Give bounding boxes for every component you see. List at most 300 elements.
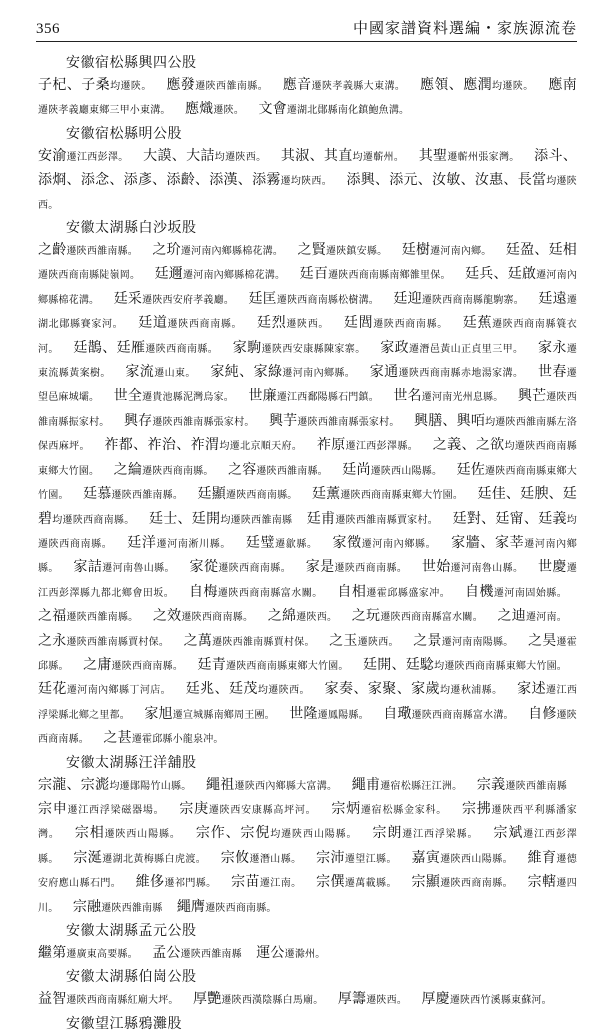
migration-entry xyxy=(344,316,448,331)
person-name: 廷樹 xyxy=(401,242,431,259)
person-name: 宗苗 xyxy=(231,874,260,891)
migration-note: 均遷陝西雒南縣 xyxy=(220,514,293,526)
section-body xyxy=(36,774,577,920)
migration-entry xyxy=(184,634,315,649)
migration-note: 遷河南魯山縣。 xyxy=(102,563,175,575)
migration-entry xyxy=(198,487,298,502)
migration-note: 遷江西浮梁磁器場。 xyxy=(67,804,165,816)
migration-note: 遷潛山縣。 xyxy=(249,853,302,865)
migration-note: 遷河南內鄉縣。 xyxy=(361,538,437,550)
migration-entry xyxy=(38,802,164,817)
person-name: 世全 xyxy=(113,388,143,405)
person-name: 之容 xyxy=(227,461,257,478)
person-name: 其聖 xyxy=(418,147,448,164)
page-number: 356 xyxy=(36,21,60,37)
migration-note: 遷河南光州息縣。 xyxy=(421,392,504,404)
migration-note: 遷陝西商南縣東鄉大竹園。 xyxy=(225,660,349,672)
migration-entry xyxy=(210,365,355,380)
person-name: 家旭 xyxy=(144,705,173,722)
person-name: 繩甫 xyxy=(351,776,381,793)
migration-note: 均遷陝西。 xyxy=(257,685,310,697)
person-name: 廷洋 xyxy=(127,534,157,551)
person-name: 家通 xyxy=(369,364,399,381)
section-title: 安徽宿松縣興四公股 xyxy=(66,55,197,71)
migration-entry xyxy=(38,682,171,697)
person-name: 之甚 xyxy=(103,730,132,747)
lineage-section xyxy=(36,123,577,217)
person-name: 應領、應潤 xyxy=(419,77,493,93)
migration-note: 遷陝西。 xyxy=(357,636,399,648)
migration-entry xyxy=(38,609,138,624)
person-name: 廷迎 xyxy=(393,290,422,307)
migration-note: 遷河南魯山縣。 xyxy=(450,563,524,575)
person-name: 自機 xyxy=(464,583,494,600)
migration-note: 遷陝西商南縣。 xyxy=(225,490,298,502)
person-name: 維育 xyxy=(527,849,557,866)
migration-entry xyxy=(206,778,337,793)
migration-entry xyxy=(422,560,524,575)
migration-note: 遷河南內鄉縣棉花溝。 xyxy=(38,270,578,306)
person-name: 宗申 xyxy=(38,800,68,817)
migration-note: 遷陝西雒南縣。 xyxy=(256,465,328,477)
migration-entry xyxy=(73,341,218,356)
migration-note: 遷陝西商南縣。 xyxy=(167,319,243,331)
migration-entry xyxy=(38,149,129,164)
person-name: 廷尚 xyxy=(342,461,371,478)
person-name: 廷對、廷甯、廷義 xyxy=(452,510,567,527)
person-name: 應音 xyxy=(282,77,312,93)
person-name: 繼第 xyxy=(38,945,67,961)
migration-note: 遷歙縣。 xyxy=(275,538,318,550)
migration-entry xyxy=(256,946,325,961)
person-name: 之效 xyxy=(152,608,182,625)
migration-note: 遷陝西安康縣陳家寨。 xyxy=(261,343,366,355)
section-title: 安徽宿松縣明公股 xyxy=(66,125,182,142)
person-name: 宗涎 xyxy=(73,849,103,866)
migration-note: 遷江西彭澤。 xyxy=(66,151,129,163)
migration-note: 均遷蘄州。 xyxy=(352,151,405,163)
migration-entry xyxy=(193,992,323,1007)
person-name: 之景 xyxy=(413,632,442,649)
person-name: 運公 xyxy=(256,945,285,961)
migration-note: 遷陝西山陽縣。 xyxy=(440,853,513,865)
migration-note: 均遷鄖陽竹山縣。 xyxy=(109,780,192,792)
section-title: 安徽太湖縣伯崗公股 xyxy=(66,969,197,986)
migration-note: 遷陝西商南縣陡嶺岡。 xyxy=(38,270,141,282)
migration-note: 遷河南。 xyxy=(525,612,567,624)
migration-entry xyxy=(155,267,286,282)
migration-entry xyxy=(300,267,451,282)
person-name: 維侈 xyxy=(135,874,165,891)
section-body xyxy=(36,239,577,752)
migration-entry xyxy=(413,634,513,649)
migration-note: 遷湖北鄖縣南化鎮鮑魚溝。 xyxy=(286,105,410,117)
migration-note: 遷陝西安府孝義廳。 xyxy=(142,294,235,306)
migration-note: 遷陝。 xyxy=(213,105,245,117)
migration-note: 遷陝西雒南縣張家村。 xyxy=(152,416,255,428)
migration-note: 遷鳳陽縣。 xyxy=(317,709,369,721)
migration-note: 遷江西浮梁縣北鄉之里都。 xyxy=(38,685,578,721)
person-name: 之萬 xyxy=(183,632,213,649)
migration-entry xyxy=(73,560,175,575)
migration-note: 遷陝西漢陰縣白馬廟。 xyxy=(221,995,324,1007)
migration-entry xyxy=(393,389,503,404)
migration-note: 遷陝西平利縣潘家灣。 xyxy=(38,804,577,841)
migration-note: 遷陝西內鄉縣大富溝。 xyxy=(234,780,338,792)
person-name: 廷道 xyxy=(138,315,168,332)
migration-note: 遷陝鎮安縣。 xyxy=(325,246,388,258)
person-name: 廷顯 xyxy=(197,486,226,503)
migration-note: 遷陝西商南縣。 xyxy=(145,343,219,355)
migration-note: 遷霍邱縣盛家冲。 xyxy=(366,587,451,599)
migration-entry xyxy=(283,78,406,93)
migration-entry xyxy=(268,609,338,624)
page-content xyxy=(36,52,578,1032)
migration-entry xyxy=(316,875,397,890)
migration-entry xyxy=(298,243,388,258)
migration-entry xyxy=(104,438,302,453)
person-name: 興膳、興咟 xyxy=(414,412,486,429)
person-name: 廷慕 xyxy=(83,486,112,503)
migration-note: 遷霍邱縣。 xyxy=(38,636,577,672)
person-name: 之玩 xyxy=(351,608,381,625)
migration-entry xyxy=(186,682,310,697)
person-name: 廷烈 xyxy=(257,315,287,332)
migration-note: 遷陝西雒南縣。 xyxy=(111,490,184,502)
person-name: 之永 xyxy=(38,632,67,649)
migration-note: 遷陝西雒南縣賈家村。 xyxy=(335,514,439,526)
migration-note: 遷宣城縣南鄉周王團。 xyxy=(172,709,275,721)
migration-note: 遷陝西商南縣紅廟大坪。 xyxy=(66,995,179,1007)
person-name: 宗顯 xyxy=(411,874,441,891)
person-name: 孟公 xyxy=(152,945,181,961)
migration-entry xyxy=(75,826,181,841)
migration-note: 遷陝西山陽縣。 xyxy=(104,829,181,841)
migration-entry xyxy=(306,560,408,575)
section-title: 安徽太湖縣汪洋舖股 xyxy=(66,754,197,771)
migration-note: 遷江西鄱陽縣石門鎮。 xyxy=(276,392,379,404)
migration-note: 遷蘄州張家灣。 xyxy=(447,151,520,163)
migration-entry xyxy=(114,292,234,307)
migration-note: 均遷陝西。 xyxy=(214,151,267,163)
migration-entry xyxy=(411,875,513,890)
migration-entry xyxy=(370,365,524,380)
person-name: 之昊 xyxy=(528,632,557,649)
migration-entry xyxy=(38,946,138,961)
running-title: 中國家譜資料選編・家族源流卷 xyxy=(352,19,577,37)
migration-entry xyxy=(289,707,369,722)
person-name: 自璥 xyxy=(383,705,412,722)
migration-entry xyxy=(258,102,409,117)
person-name: 宗攸 xyxy=(220,849,250,866)
migration-entry xyxy=(333,536,437,551)
person-name: 世春 xyxy=(537,364,567,381)
migration-entry xyxy=(281,149,404,164)
person-name: 家詰 xyxy=(73,559,103,576)
lineage-section xyxy=(36,752,577,920)
migration-note: 遷陝西。 xyxy=(286,319,330,331)
migration-note: 遷祁門縣。 xyxy=(164,878,217,890)
person-name: 之齡 xyxy=(38,242,67,259)
migration-note: 遷陝西雒南縣。 xyxy=(66,246,138,258)
migration-entry xyxy=(228,463,328,478)
migration-entry xyxy=(380,341,523,356)
person-name: 應發 xyxy=(166,77,196,93)
person-name: 應南 xyxy=(548,77,577,93)
migration-entry xyxy=(83,658,183,673)
migration-entry xyxy=(246,536,318,551)
migration-entry xyxy=(352,778,463,793)
migration-note: 遷河南內鄉縣。 xyxy=(38,538,577,575)
person-name: 之賢 xyxy=(297,242,326,259)
section-title: 安徽望江縣鴉灘股 xyxy=(66,1015,182,1032)
migration-entry xyxy=(325,682,503,697)
migration-entry xyxy=(144,707,275,722)
migration-note: 均遷北京順天府。 xyxy=(219,441,303,453)
migration-entry xyxy=(465,585,567,600)
person-name: 廷兆、廷茂 xyxy=(185,681,258,698)
migration-note: 遷河南南陽縣。 xyxy=(441,636,514,648)
migration-note: 遷東流縣黃案樹。 xyxy=(38,343,578,380)
migration-note: 遷陝西商南縣富水關。 xyxy=(380,612,483,624)
migration-entry xyxy=(312,487,463,502)
migration-entry xyxy=(363,658,567,673)
migration-entry xyxy=(152,946,242,961)
migration-note: 遷陝西商南縣東鄉大竹園。 xyxy=(38,465,577,502)
person-name: 世名 xyxy=(393,388,422,405)
migration-entry xyxy=(411,851,513,866)
migration-entry xyxy=(393,292,524,307)
migration-note: 均遷陝西。 xyxy=(38,176,577,211)
migration-note: 遷陝西商南縣。 xyxy=(205,902,277,914)
migration-entry xyxy=(125,365,195,380)
migration-entry xyxy=(329,634,399,649)
section-title: 安徽太湖縣孟元公股 xyxy=(66,923,197,939)
person-name: 廷兵、廷啟 xyxy=(465,266,537,283)
person-name: 之福 xyxy=(38,608,67,625)
migration-note: 均遷陝西商南縣東鄉大竹園。 xyxy=(38,441,577,477)
person-name: 興芒 xyxy=(517,388,547,405)
migration-note: 均遷陝。 xyxy=(492,81,534,92)
migration-entry xyxy=(179,802,316,817)
migration-note: 遷陝孝義廳東鄉三甲小東溝。 xyxy=(38,105,171,117)
lineage-section xyxy=(36,217,577,752)
migration-note: 均遷陝西商南縣東鄉大竹園。 xyxy=(434,660,568,672)
migration-note: 遷均陝西。 xyxy=(280,176,332,188)
migration-entry xyxy=(372,826,478,841)
person-name: 家政 xyxy=(380,339,410,356)
migration-note: 遷德安府應山縣石門。 xyxy=(38,853,577,890)
migration-entry xyxy=(331,802,447,817)
person-name: 之迪 xyxy=(497,608,526,625)
migration-note: 遷萬載縣。 xyxy=(344,878,397,890)
migration-entry xyxy=(73,900,163,915)
person-name: 家是 xyxy=(305,559,335,576)
person-name: 之玠 xyxy=(152,242,181,259)
migration-note: 遷陝西雒南縣 xyxy=(101,902,163,914)
person-name: 宗義 xyxy=(476,776,506,793)
person-name: 厚艷 xyxy=(193,991,222,1008)
person-name: 嘉寅 xyxy=(411,849,441,866)
person-name: 廷佐 xyxy=(456,461,486,478)
person-name: 家奏、家聚、家歲 xyxy=(324,681,440,698)
migration-note: 遷陝西商南縣簑衣河。 xyxy=(38,319,577,355)
migration-entry xyxy=(138,316,242,331)
migration-entry xyxy=(152,243,283,258)
migration-note: 遷廣東高要縣。 xyxy=(66,949,138,960)
migration-entry xyxy=(383,707,514,722)
section-body xyxy=(36,942,577,966)
person-name: 自修 xyxy=(528,705,557,722)
migration-entry xyxy=(114,389,234,404)
person-name: 廷遠 xyxy=(538,290,567,307)
migration-note: 遷河南淅川縣。 xyxy=(156,538,232,550)
migration-note: 遷陝西商南縣東鄉大竹園。 xyxy=(340,490,464,502)
person-name: 自相 xyxy=(337,583,367,600)
person-name: 家述 xyxy=(517,681,547,698)
migration-note: 遷陝西商南縣。 xyxy=(142,465,214,477)
migration-note: 遷陝西商南縣富水關。 xyxy=(217,587,323,599)
person-name: 其淑、其直 xyxy=(280,147,353,164)
migration-note: 遷陝西。 xyxy=(366,995,408,1007)
person-name: 宗轄 xyxy=(527,874,557,891)
migration-note: 遷陝西竹溪縣東蘇河。 xyxy=(449,995,552,1007)
person-name: 廷青 xyxy=(197,656,226,673)
migration-note: 均遷秋浦縣。 xyxy=(439,685,503,697)
migration-entry xyxy=(38,78,152,93)
migration-note: 遷河南內鄉縣丁河店。 xyxy=(66,685,172,697)
person-name: 廷蕉 xyxy=(462,315,493,332)
migration-note: 均遷陝西商南縣。 xyxy=(52,514,135,526)
migration-entry xyxy=(233,341,366,356)
migration-note: 遷江西彭澤縣。 xyxy=(38,829,577,865)
person-name: 子杞、子桑 xyxy=(38,77,111,93)
migration-note: 遷陝西商南縣。 xyxy=(373,319,448,331)
migration-entry xyxy=(124,414,255,429)
migration-note: 遷陝西商南縣富水溝。 xyxy=(411,709,514,721)
migration-note: 遷河南內鄉縣棉花溝。 xyxy=(180,246,284,258)
migration-entry xyxy=(421,992,551,1007)
person-name: 添興、添元、汝敏、汝惠、長當 xyxy=(346,172,547,189)
person-name: 宗僎 xyxy=(316,874,345,891)
person-name: 安渝 xyxy=(38,147,67,164)
migration-note: 遷河南內鄉縣棉花溝。 xyxy=(183,270,286,282)
migration-entry xyxy=(190,560,292,575)
migration-note: 遷滁州。 xyxy=(284,949,326,960)
migration-note: 遷陝西。 xyxy=(296,612,338,624)
migration-note: 遷潛邑黃山正貞里三甲。 xyxy=(409,343,524,355)
migration-note: 遷宿松縣金家科。 xyxy=(360,804,447,816)
migration-note: 遷江西浮梁縣。 xyxy=(402,829,479,841)
person-name: 之綸 xyxy=(113,461,143,478)
section-body xyxy=(36,145,577,217)
migration-note: 遷陝西雒南縣振家村。 xyxy=(38,392,577,428)
section-body xyxy=(36,988,577,1012)
migration-note: 均遷陝西山陽縣。 xyxy=(270,829,358,841)
migration-entry xyxy=(38,634,169,649)
migration-note: 遷陝西雒南縣。 xyxy=(195,81,269,92)
person-name: 廷花 xyxy=(38,681,67,698)
migration-entry xyxy=(198,658,349,673)
migration-entry xyxy=(317,438,418,453)
migration-entry xyxy=(149,512,292,527)
person-name: 宗庚 xyxy=(179,800,209,817)
person-name: 廷開、廷騐 xyxy=(363,656,435,673)
person-name: 宗瀧、宗滮 xyxy=(38,776,110,793)
migration-note: 遷望邑麻城壩。 xyxy=(38,368,577,404)
person-name: 宗沛 xyxy=(316,849,345,866)
migration-entry xyxy=(127,536,231,551)
person-name: 添斗、添烱、添念、添彥、添齡、添漢、添霧 xyxy=(38,147,578,189)
person-name: 大謨、大詰 xyxy=(143,147,215,164)
person-name: 益智 xyxy=(38,991,67,1008)
person-name: 應熾 xyxy=(185,101,214,118)
person-name: 廷百 xyxy=(299,266,329,283)
migration-note: 遷陝西商南縣。 xyxy=(218,563,292,575)
migration-note: 均遷陝。 xyxy=(110,81,152,92)
person-name: 廷璧 xyxy=(245,534,276,551)
migration-note: 均遷陝西雒南縣左洛保西麻坪。 xyxy=(38,416,578,453)
migration-entry xyxy=(316,851,397,866)
migration-entry xyxy=(153,609,253,624)
person-name: 世始 xyxy=(421,559,451,576)
migration-note: 遷陝西雒南縣張家村。 xyxy=(297,416,400,428)
person-name: 廷盈、廷相 xyxy=(505,242,578,259)
migration-entry xyxy=(221,851,302,866)
migration-entry xyxy=(196,826,357,841)
migration-entry xyxy=(136,875,217,890)
lineage-section xyxy=(36,1013,577,1035)
person-name: 之玉 xyxy=(329,632,358,649)
migration-note: 遷陝西安康縣高坪河。 xyxy=(208,804,317,816)
migration-entry xyxy=(166,78,268,93)
person-name: 宗斌 xyxy=(493,825,524,842)
migration-entry xyxy=(337,585,450,600)
person-name: 興芋 xyxy=(268,412,298,429)
migration-entry xyxy=(143,149,266,164)
migration-entry xyxy=(402,243,492,258)
migration-entry xyxy=(497,609,567,624)
lineage-section xyxy=(36,52,577,123)
person-name: 家純、家綠 xyxy=(210,364,283,381)
migration-note: 遷江西彭澤縣。 xyxy=(345,441,419,453)
migration-note: 遷河南固始縣。 xyxy=(493,587,567,599)
migration-entry xyxy=(83,487,183,502)
person-name: 家駒 xyxy=(232,339,262,356)
migration-note: 遷霍邱縣小龍泉冲。 xyxy=(131,734,224,746)
migration-note: 遷貴池縣泥灣烏家。 xyxy=(142,392,234,404)
person-name: 家牆、家莘 xyxy=(451,534,525,551)
migration-note: 遷陝西雒南縣賈村保。 xyxy=(66,636,170,648)
person-name: 廷薰 xyxy=(311,486,341,503)
person-name: 興存 xyxy=(123,412,153,429)
migration-note: 遷陝孝義縣大東溝。 xyxy=(311,81,406,92)
migration-note: 遷陝西商南縣松樹溝。 xyxy=(276,294,379,306)
person-name: 文會 xyxy=(258,101,287,118)
person-name: 之綿 xyxy=(267,608,297,625)
migration-note: 遷陝西商南縣。 xyxy=(334,563,408,575)
person-name: 廷邇 xyxy=(154,266,184,283)
person-name: 家永 xyxy=(538,339,567,356)
person-name: 繩膺 xyxy=(176,898,206,915)
migration-entry xyxy=(189,585,323,600)
person-name: 繩祖 xyxy=(206,776,235,793)
migration-entry xyxy=(231,875,301,890)
migration-entry xyxy=(269,414,400,429)
migration-entry xyxy=(248,389,379,404)
migration-entry xyxy=(420,78,534,93)
person-name: 廷鵲、廷雁 xyxy=(73,339,146,356)
